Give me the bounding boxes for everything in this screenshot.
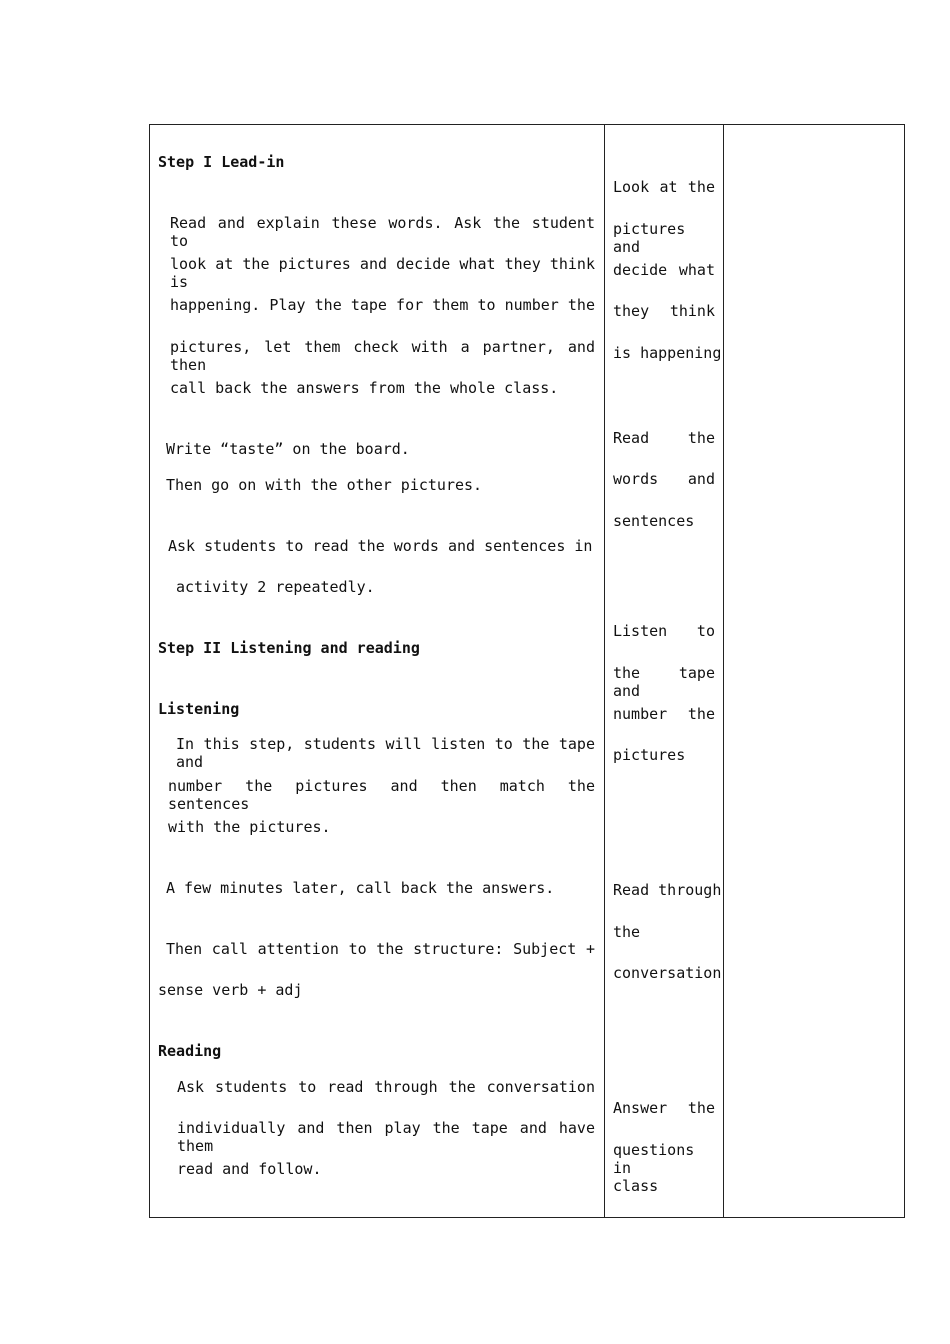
student-line: they think [613, 302, 715, 320]
student-line: class [613, 1177, 659, 1195]
listening-line: with the pictures. [168, 818, 331, 836]
column-divider-2 [723, 125, 724, 1217]
listening-line: In this step, students will listen to the tape and [176, 735, 595, 771]
listening-heading: Listening [158, 700, 240, 718]
para1-line: pictures, let them check with a partner, and then [170, 338, 595, 374]
student-line: pictures and [613, 220, 686, 256]
para1-line: call back the answers from the whole class. [170, 379, 559, 397]
then-go-on-line: Then go on with the other pictures. [166, 476, 483, 494]
para1-line: look at the pictures and decide what they think is [170, 255, 595, 291]
step1-heading: Step I Lead-in [158, 153, 285, 171]
reading-line: individually and then play the tape and have them [177, 1119, 595, 1155]
ask-students-line: Ask students to read the words and sentences in [168, 537, 593, 555]
student-line: pictures [613, 746, 686, 764]
write-taste-line: Write “taste” on the board. [166, 440, 410, 458]
student-line: words and [613, 470, 715, 488]
reading-line: Ask students to read through the conversation [177, 1078, 595, 1096]
student-line: Listen to [613, 622, 715, 640]
reading-heading: Reading [158, 1042, 222, 1060]
student-line: sentences [613, 512, 695, 530]
structure-line: sense verb + adj [158, 981, 303, 999]
student-line: conversation [613, 964, 722, 982]
step2-heading: Step II Listening and reading [158, 639, 420, 657]
few-minutes-line: A few minutes later, call back the answers. [166, 879, 555, 897]
column-divider-1 [604, 125, 605, 1217]
structure-line: Then call attention to the structure: Subject + [166, 940, 595, 958]
student-line: Answer the [613, 1099, 715, 1117]
student-line: questions in [613, 1141, 695, 1177]
para1-line: Read and explain these words. Ask the student to [170, 214, 595, 250]
student-line: is happening [613, 344, 722, 362]
student-line: Look at the [613, 178, 715, 196]
student-line: number the [613, 705, 715, 723]
student-line: the [613, 923, 641, 941]
listening-line: number the pictures and then match the sentences [168, 777, 595, 813]
student-line: Read through [613, 881, 722, 899]
student-line: the tape and [613, 664, 715, 700]
student-line: decide what [613, 261, 715, 279]
reading-line: read and follow. [177, 1160, 322, 1178]
student-line: Read the [613, 429, 715, 447]
ask-students-line: activity 2 repeatedly. [176, 578, 375, 596]
para1-line: happening. Play the tape for them to number the [170, 296, 595, 314]
